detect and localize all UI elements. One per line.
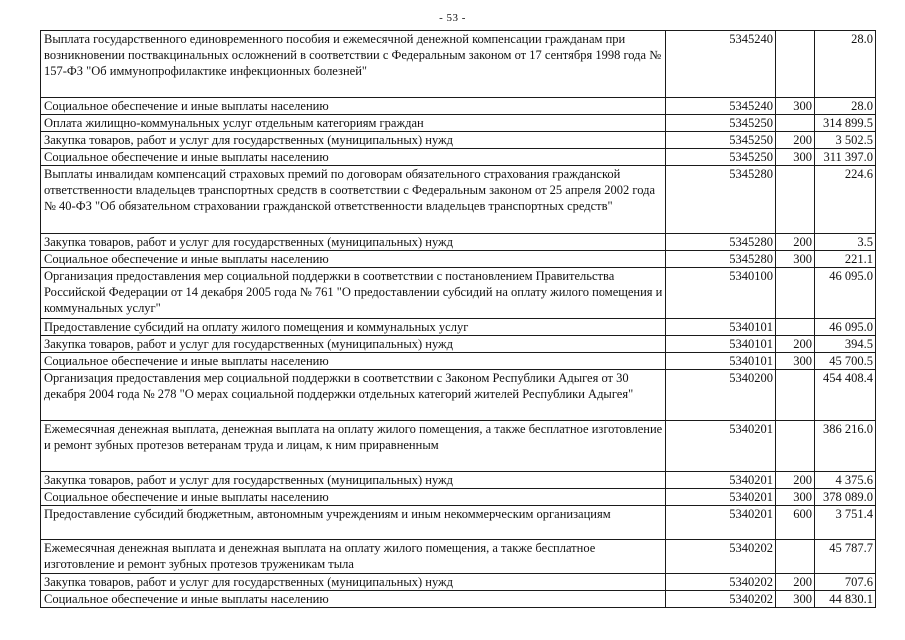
row-target-code: 5345250 bbox=[666, 149, 776, 166]
row-expense-type bbox=[776, 166, 815, 234]
table-row bbox=[41, 132, 876, 149]
table-row bbox=[41, 489, 876, 506]
row-name: Ежемесячная денежная выплата и денежная выплата на оплату жилого помещения, а также бесплатное изготовление и ремонт зубных протезов труженикам тыла bbox=[41, 540, 666, 574]
row-name: Выплата государственного единовременного пособия и ежемесячной денежной компенсации гражданам при возникновении поствакцинальных осложнений в соответствии с Федеральным законом от 17 сентября 1998 года № 157-ФЗ "Об иммунопрофилактике инфекционных болезней" bbox=[41, 31, 666, 98]
row-expense-type: 200 bbox=[776, 132, 815, 149]
table-row bbox=[41, 370, 876, 421]
row-amount: 314 899.5 bbox=[815, 115, 876, 132]
row-amount: 378 089.0 bbox=[815, 489, 876, 506]
table-row bbox=[41, 574, 876, 591]
row-target-code: 5340202 bbox=[666, 540, 776, 574]
row-amount: 46 095.0 bbox=[815, 319, 876, 336]
row-target-code: 5345240 bbox=[666, 31, 776, 98]
row-expense-type: 200 bbox=[776, 234, 815, 251]
row-amount: 45 787.7 bbox=[815, 540, 876, 574]
row-expense-type bbox=[776, 268, 815, 319]
row-expense-type bbox=[776, 115, 815, 132]
budget-table bbox=[40, 30, 876, 608]
row-name: Закупка товаров, работ и услуг для государственных (муниципальных) нужд bbox=[41, 234, 666, 251]
row-target-code: 5340201 bbox=[666, 506, 776, 540]
row-expense-type: 300 bbox=[776, 489, 815, 506]
page-number: - 53 - bbox=[439, 12, 466, 24]
table-row bbox=[41, 421, 876, 472]
row-target-code: 5340101 bbox=[666, 319, 776, 336]
row-name: Предоставление субсидий бюджетным, автономным учреждениям и иным некоммерческим организациям bbox=[41, 506, 666, 540]
table-row bbox=[41, 31, 876, 98]
row-target-code: 5340101 bbox=[666, 336, 776, 353]
row-amount: 45 700.5 bbox=[815, 353, 876, 370]
row-name: Выплаты инвалидам компенсаций страховых премий по договорам обязательного страхования гражданской ответственности владельцев транспортных средств в соответствии с Федеральным законом от 25 апреля 2002 года № 40-ФЗ "Об обязательном страховании гражданской ответственности владельцев транспортных средств" bbox=[41, 166, 666, 234]
table-row bbox=[41, 149, 876, 166]
table-row bbox=[41, 115, 876, 132]
row-expense-type: 200 bbox=[776, 574, 815, 591]
row-target-code: 5345280 bbox=[666, 166, 776, 234]
row-target-code: 5340200 bbox=[666, 370, 776, 421]
row-amount: 28.0 bbox=[815, 98, 876, 115]
row-name: Закупка товаров, работ и услуг для государственных (муниципальных) нужд bbox=[41, 336, 666, 353]
row-name: Оплата жилищно-коммунальных услуг отдельным категориям граждан bbox=[41, 115, 666, 132]
row-amount: 221.1 bbox=[815, 251, 876, 268]
row-target-code: 5345240 bbox=[666, 98, 776, 115]
row-amount: 46 095.0 bbox=[815, 268, 876, 319]
row-amount: 3 751.4 bbox=[815, 506, 876, 540]
row-target-code: 5345280 bbox=[666, 251, 776, 268]
row-target-code: 5340101 bbox=[666, 353, 776, 370]
table-row bbox=[41, 319, 876, 336]
table-row bbox=[41, 353, 876, 370]
table-row bbox=[41, 591, 876, 608]
row-target-code: 5340202 bbox=[666, 574, 776, 591]
row-expense-type bbox=[776, 540, 815, 574]
row-target-code: 5340201 bbox=[666, 489, 776, 506]
row-amount: 394.5 bbox=[815, 336, 876, 353]
row-name: Закупка товаров, работ и услуг для государственных (муниципальных) нужд bbox=[41, 472, 666, 489]
row-expense-type: 300 bbox=[776, 353, 815, 370]
row-expense-type bbox=[776, 421, 815, 472]
table-row bbox=[41, 234, 876, 251]
table-row bbox=[41, 166, 876, 234]
row-name: Социальное обеспечение и иные выплаты населению bbox=[41, 489, 666, 506]
row-target-code: 5340100 bbox=[666, 268, 776, 319]
row-target-code: 5340202 bbox=[666, 591, 776, 608]
row-name: Закупка товаров, работ и услуг для государственных (муниципальных) нужд bbox=[41, 132, 666, 149]
row-amount: 44 830.1 bbox=[815, 591, 876, 608]
table-row bbox=[41, 472, 876, 489]
row-expense-type: 200 bbox=[776, 472, 815, 489]
row-expense-type: 300 bbox=[776, 98, 815, 115]
row-expense-type bbox=[776, 370, 815, 421]
row-target-code: 5345250 bbox=[666, 115, 776, 132]
table-row bbox=[41, 540, 876, 574]
row-amount: 224.6 bbox=[815, 166, 876, 234]
row-target-code: 5345280 bbox=[666, 234, 776, 251]
row-name: Организация предоставления мер социальной поддержки в соответствии с Законом Республики Адыгея от 30 декабря 2004 года № 278 "О мерах социальной поддержки отдельных категорий жителей Республики Адыгея" bbox=[41, 370, 666, 421]
row-expense-type: 600 bbox=[776, 506, 815, 540]
row-name: Социальное обеспечение и иные выплаты населению bbox=[41, 98, 666, 115]
table-row bbox=[41, 336, 876, 353]
row-expense-type: 300 bbox=[776, 149, 815, 166]
row-amount: 3.5 bbox=[815, 234, 876, 251]
row-name: Социальное обеспечение и иные выплаты населению bbox=[41, 251, 666, 268]
row-expense-type: 300 bbox=[776, 251, 815, 268]
row-target-code: 5340201 bbox=[666, 421, 776, 472]
row-amount: 707.6 bbox=[815, 574, 876, 591]
row-amount: 28.0 bbox=[815, 31, 876, 98]
row-name: Ежемесячная денежная выплата, денежная выплата на оплату жилого помещения, а также бесплатное изготовление и ремонт зубных протезов ветеранам труда и лицам, к ним приравненным bbox=[41, 421, 666, 472]
row-name: Социальное обеспечение и иные выплаты населению bbox=[41, 353, 666, 370]
row-amount: 4 375.6 bbox=[815, 472, 876, 489]
row-expense-type bbox=[776, 31, 815, 98]
row-expense-type bbox=[776, 319, 815, 336]
row-target-code: 5345250 bbox=[666, 132, 776, 149]
row-expense-type: 300 bbox=[776, 591, 815, 608]
row-amount: 386 216.0 bbox=[815, 421, 876, 472]
row-name: Предоставление субсидий на оплату жилого помещения и коммунальных услуг bbox=[41, 319, 666, 336]
row-name: Закупка товаров, работ и услуг для государственных (муниципальных) нужд bbox=[41, 574, 666, 591]
table-row bbox=[41, 251, 876, 268]
table-row bbox=[41, 98, 876, 115]
table-row bbox=[41, 268, 876, 319]
row-target-code: 5340201 bbox=[666, 472, 776, 489]
row-name: Социальное обеспечение и иные выплаты населению bbox=[41, 591, 666, 608]
row-expense-type: 200 bbox=[776, 336, 815, 353]
row-amount: 311 397.0 bbox=[815, 149, 876, 166]
table-row bbox=[41, 506, 876, 540]
row-amount: 3 502.5 bbox=[815, 132, 876, 149]
row-name: Социальное обеспечение и иные выплаты населению bbox=[41, 149, 666, 166]
row-amount: 454 408.4 bbox=[815, 370, 876, 421]
row-name: Организация предоставления мер социальной поддержки в соответствии с постановлением Правительства Российской Федерации от 14 декабря 2005 года № 761 "О предоставлении субсидий на оплату жилого помещения и коммунальных услуг" bbox=[41, 268, 666, 319]
